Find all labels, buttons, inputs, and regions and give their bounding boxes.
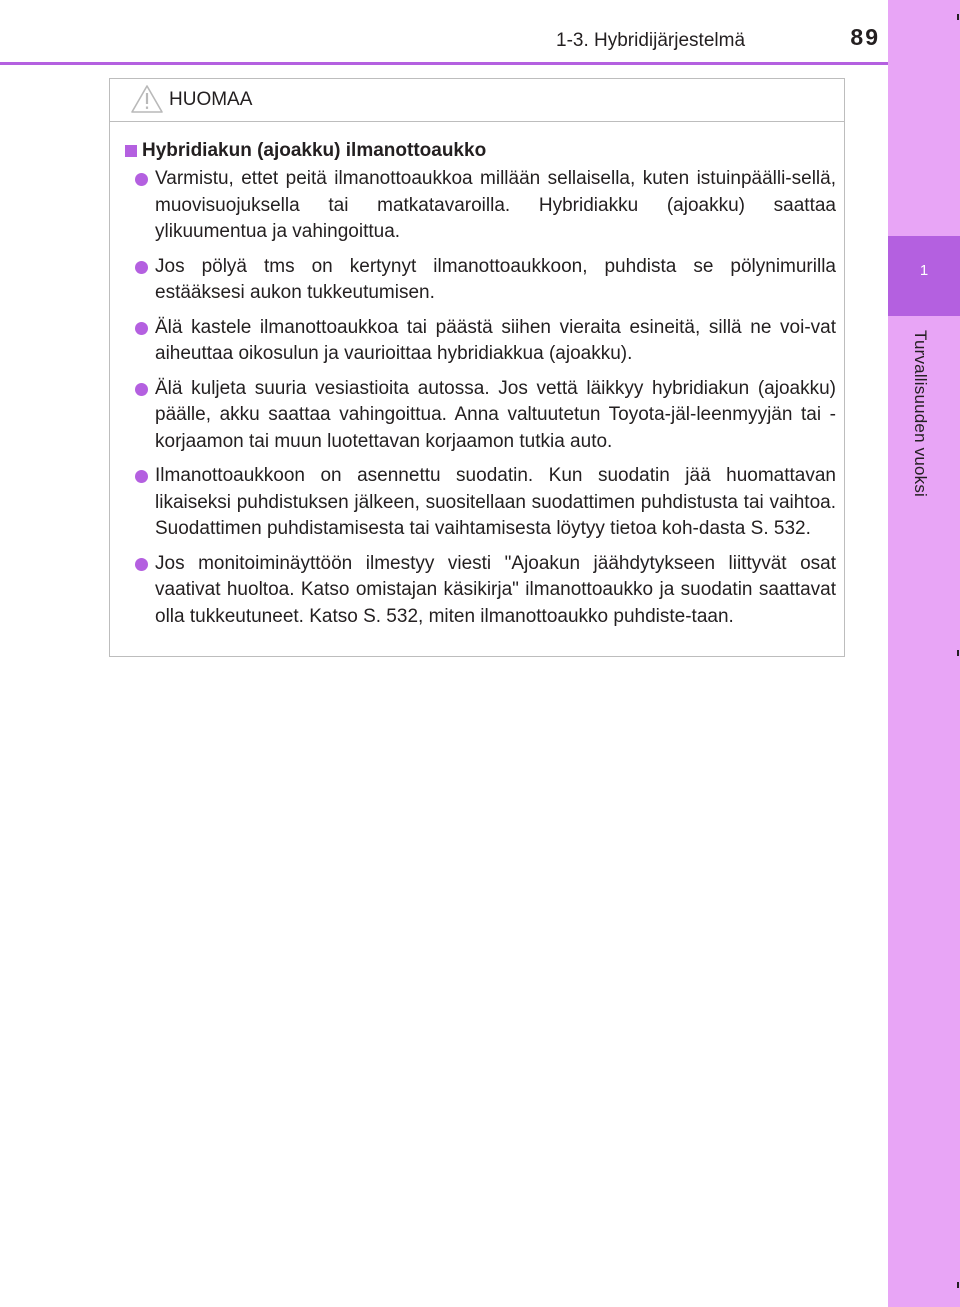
caution-item-text: Älä kastele ilmanottoaukkoa tai päästä siihen vieraita esineitä, sillä ne voi-vat aiheuttaa oikosulun ja vaurioittaa hybridiakkua (ajoakku). — [155, 316, 836, 364]
caution-item — [125, 376, 836, 456]
bullet-dot-icon — [135, 173, 148, 186]
chapter-sidebar — [888, 0, 960, 1307]
crop-mark — [957, 14, 959, 20]
chapter-number: 1 — [919, 262, 929, 279]
bullet-dot-icon — [135, 261, 148, 274]
caution-item-text: Jos monitoiminäyttöön ilmestyy viesti "Ajoakun jäähdytykseen liittyvät osat vaativat huoltoa. Katso omistajan käsikirja" ilmanottoaukko ja suodatin saattavat olla tukkeutuneet. Katso S. 532, miten ilmanottoaukko puhdiste-taan. — [155, 552, 836, 627]
section-title: 1-3. Hybridijärjestelmä — [556, 30, 746, 51]
page-number: 89 — [850, 24, 880, 50]
crop-mark — [957, 1282, 959, 1288]
caution-body — [110, 122, 844, 630]
chapter-title: Turvallisuuden vuoksi — [911, 330, 930, 498]
caution-item — [125, 254, 836, 307]
caution-item — [125, 166, 836, 246]
bullet-dot-icon — [135, 383, 148, 396]
warning-triangle-icon — [130, 84, 164, 114]
caution-title: HUOMAA — [169, 89, 253, 110]
header-rule — [0, 62, 888, 65]
caution-item-text: Ilmanottoaukkoon on asennettu suodatin. Kun suodatin jää huomattavan likaiseksi puhdistuksen jälkeen, suositellaan suodattimen puhdistusta tai vaihtoa. Suodattimen puhdistamisesta tai vaihtamisesta löytyy tietoa koh-dasta S. 532. — [155, 465, 836, 539]
caution-item-text: Varmistu, ettet peitä ilmanottoaukkoa millään sellaisella, kuten istuinpäälli-sellä, muovisuojuksella tai matkatavaroilla. Hybridiakku (ajoakku) saattaa ylikuumentua ja vahingoittua. — [155, 168, 836, 242]
caution-item-text: Älä kuljeta suuria vesiastioita autossa. Jos vettä läikkyy hybridiakun (ajoakku) päälle, akku saattaa vahingoittua. Anna valtuutetun Toyota-jäl-leenmyyjän tai -korjaamon tai muun luotettavan korjaamon tutkia auto. — [155, 377, 836, 452]
crop-mark — [957, 650, 959, 656]
caution-item — [125, 463, 836, 543]
bullet-dot-icon — [135, 558, 148, 571]
caution-header — [110, 79, 844, 122]
caution-item — [125, 551, 836, 631]
bullet-dot-icon — [135, 470, 148, 483]
caution-item — [125, 315, 836, 368]
bullet-dot-icon — [135, 322, 148, 335]
caution-box — [109, 78, 845, 657]
caution-subheading-text: Hybridiakun (ajoakku) ilmanottoaukko — [142, 140, 487, 161]
caution-item-text: Jos pölyä tms on kertynyt ilmanottoaukkoon, puhdista se pölynimurilla estääksesi aukon tukkeutumisen. — [155, 255, 836, 303]
square-bullet-icon — [125, 145, 137, 157]
caution-subheading — [125, 138, 836, 164]
